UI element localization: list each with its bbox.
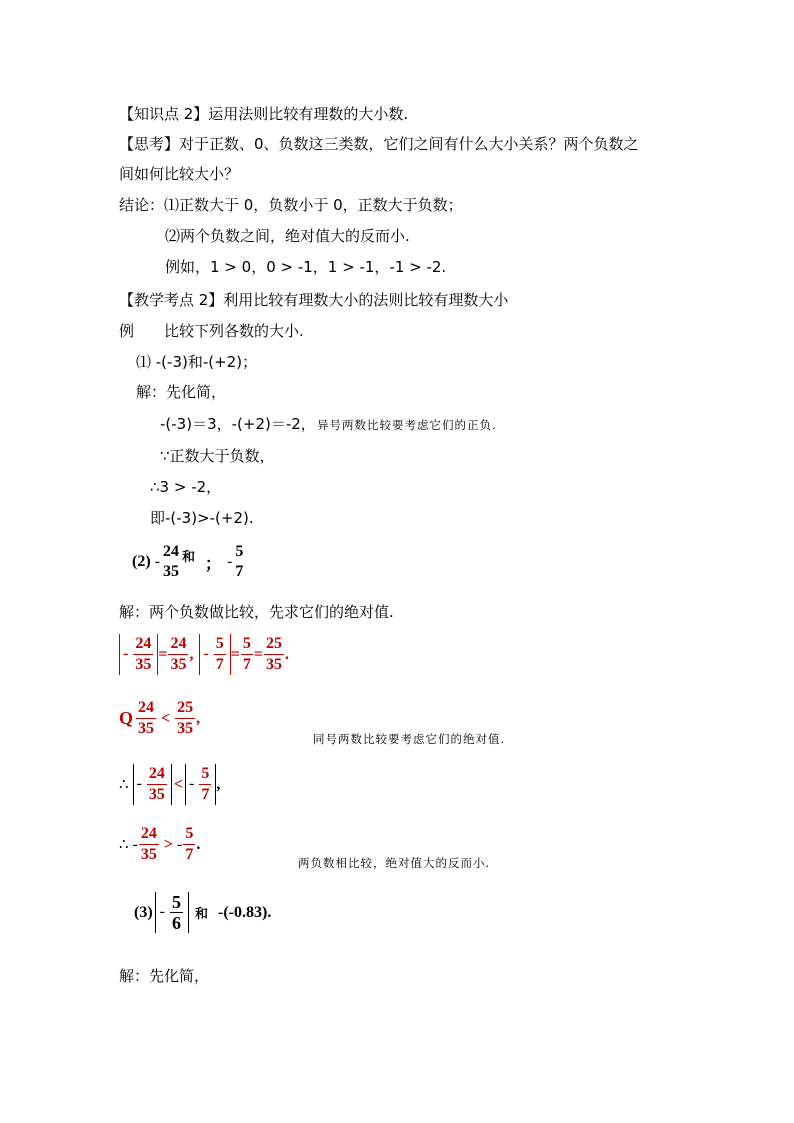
absolute-values-line: - $\frac{24}{35}$ = $\frac{24}{35}$ , - $\frac{5}{7}$ = $\frac{5}{7}$ = $\frac{25}{35}$ .	[119, 634, 289, 675]
think-line-1: 【思考】对于正数、0、负数这三类数，它们之间有什么大小关系？两个负数之	[119, 135, 639, 153]
think-line-2: 间如何比较大小？	[119, 165, 240, 183]
note-opposite-signs: 异号两数比较要考虑它们的正负.	[317, 418, 497, 432]
conclusion-example: 例如，1 > 0，0 > -1，1 > -1，-1 > -2.	[165, 258, 447, 276]
therefore-abs-line: ∴ - $\frac{24}{35}$ < - $\frac{5}{7}$ ,	[119, 765, 221, 803]
solution-1-simplify: -(-3)＝3，-(+2)＝-2，	[160, 415, 316, 433]
problem-1: ⑴ -(-3)和-(+2)；	[136, 353, 258, 371]
solution-3-intro: 解：先化简，	[119, 967, 210, 985]
since-line: Q $\frac{24}{35}$ < $\frac{25}{35}$ ,	[119, 699, 201, 737]
teaching-point-2: 【教学考点 2】利用比较有理数大小的法则比较有理数大小	[119, 291, 509, 309]
fraction-24-35: 24 35	[162, 543, 179, 580]
conclusion-line-2: ⑵两个负数之间，绝对值大的反而小.	[165, 227, 410, 245]
knowledge-point-2: 【知识点 2】运用法则比较有理数的大小数.	[119, 105, 409, 123]
solution-1-intro: 解：先化简，	[136, 383, 227, 401]
note-negative-compare: 两负数相比较，绝对值大的反而小.	[298, 856, 491, 870]
conclusion-line-1: 结论：⑴正数大于 0，负数小于 0，正数大于负数；	[119, 196, 463, 214]
solution-1-because: ∵正数大于负数，	[160, 447, 275, 465]
problem-2: (2) - 24 35 和 ； - 5 7	[132, 543, 244, 580]
fraction-5-7: 5 7	[235, 543, 244, 580]
problem-3: (3) - $\frac{5}{6}$ 和 -(-0.83).	[134, 892, 272, 933]
note-same-sign: 同号两数比较要考虑它们的绝对值.	[313, 732, 506, 746]
therefore-compare-line: ∴ - $\frac{24}{35}$ > - $\frac{5}{7}$ .	[119, 825, 201, 863]
example-heading: 例 比较下列各数的大小.	[119, 322, 304, 340]
problem-2-label: (2)	[132, 553, 151, 570]
solution-2-intro: 解：两个负数做比较，先求它们的绝对值.	[119, 603, 394, 621]
solution-1-result: 即-(-3)>-(+2).	[150, 509, 254, 527]
solution-1-therefore: ∴3 > -2，	[150, 478, 222, 496]
